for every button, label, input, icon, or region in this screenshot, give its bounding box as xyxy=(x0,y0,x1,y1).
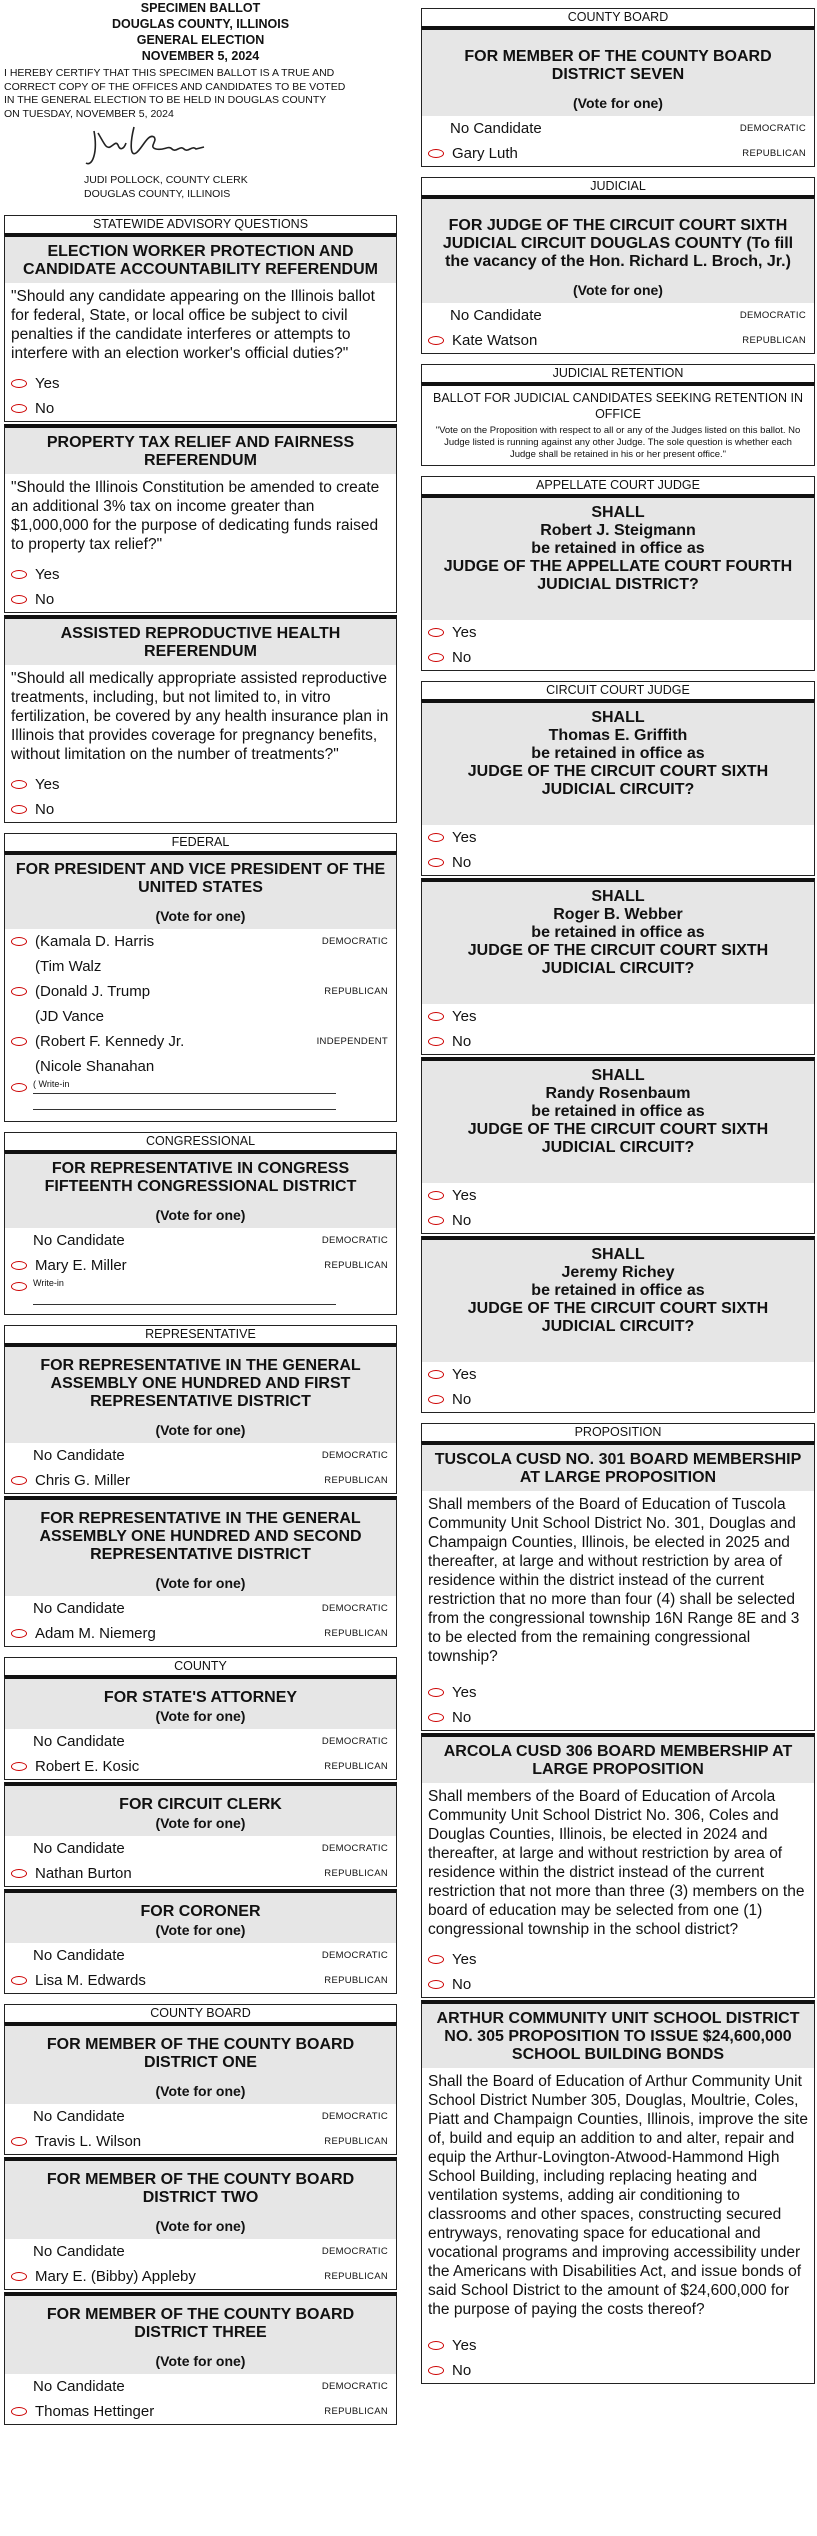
party-label: REPUBLICAN xyxy=(324,2406,388,2417)
no-candidate-row xyxy=(5,2374,396,2399)
vote-oval[interactable] xyxy=(428,1688,444,1697)
party-label: REPUBLICAN xyxy=(742,335,806,346)
retention-phrase: be retained in office as xyxy=(531,1103,705,1120)
contest-title: PROPERTY TAX RELIEF AND FAIRNESS REFERENDUM xyxy=(5,428,396,474)
vote-oval[interactable] xyxy=(428,858,444,867)
proposition-arcola xyxy=(421,1733,815,1998)
party-label: DEMOCRATIC xyxy=(321,1603,388,1614)
signer-name: JUDI POLLOCK, COUNTY CLERK xyxy=(84,174,248,186)
option-label: No Candidate xyxy=(33,1840,125,1857)
signature xyxy=(4,121,397,173)
write-in-label: Write-in xyxy=(33,1278,64,1288)
party-label: INDEPENDENT xyxy=(316,1036,388,1047)
vote-oval[interactable] xyxy=(11,1083,27,1092)
vote-oval[interactable] xyxy=(428,1713,444,1722)
contest-board-district-one xyxy=(4,2022,397,2155)
party-label: REPUBLICAN xyxy=(324,1868,388,1879)
vote-oval[interactable] xyxy=(428,1370,444,1379)
vote-oval[interactable] xyxy=(11,937,27,946)
candidate-name: (Donald J. Trump xyxy=(35,983,151,1000)
retention-question xyxy=(422,703,814,825)
retention-shall: SHALL xyxy=(591,709,645,726)
vote-oval[interactable] xyxy=(11,2137,27,2146)
section-heading-circuit: CIRCUIT COURT JUDGE xyxy=(421,681,815,699)
question-text: Shall members of the Board of Education of Arcola Community Unit School District No. 306, Coles and Douglas Counties, Illinois, be elected in 2024 and thereafter, at large and without restriction by area of residence within the district instead of the current restriction that not more than three (3) members on the board of education may be selected from one (1) congressional township in the school district? xyxy=(428,1788,805,1938)
certification-line: CORRECT COPY OF THE OFFICES AND CANDIDATES TO BE VOTED xyxy=(4,80,346,93)
vote-oval[interactable] xyxy=(11,780,27,789)
contest-title: ARTHUR COMMUNITY UNIT SCHOOL DISTRICT NO. 305 PROPOSITION TO ISSUE $24,600,000 SCHOOL BUILDING BONDS xyxy=(422,2004,814,2068)
vote-oval[interactable] xyxy=(11,1629,27,1638)
contest-title: ELECTION WORKER PROTECTION AND CANDIDATE ACCOUNTABILITY REFERENDUM xyxy=(5,237,396,283)
vote-oval[interactable] xyxy=(428,1980,444,1989)
section-heading-congressional: CONGRESSIONAL xyxy=(4,1132,397,1150)
running-mate-name: (Tim Walz xyxy=(35,958,102,975)
no-candidate-row xyxy=(5,1228,396,1253)
contest-title xyxy=(5,2026,396,2104)
write-in-line[interactable] xyxy=(33,1304,336,1305)
running-mate-name: (JD Vance xyxy=(35,1008,104,1025)
option-label: Yes xyxy=(452,624,477,641)
certification-line: I HEREBY CERTIFY THAT THIS SPECIMEN BALLOT IS A TRUE AND xyxy=(4,67,335,79)
option-label: Yes xyxy=(452,1187,477,1204)
vote-oval[interactable] xyxy=(11,2407,27,2416)
vote-oval[interactable] xyxy=(11,987,27,996)
party-label: DEMOCRATIC xyxy=(321,1450,388,1461)
contest-title xyxy=(5,1500,396,1596)
question-text: Shall members of the Board of Education of Tuscola Community Unit School District No. 301, Douglas and Champaign Counties, Illinois, be elected in 2025 and thereafter, at large and without restriction by area of residence within the district instead of the current restriction that no more than four (4) shall be selected from the congressional township 16N Range 8E and 3 to be elected from the remaining congressional township? xyxy=(428,1496,800,1665)
option-label: No xyxy=(452,1976,472,1993)
no-candidate-row xyxy=(5,2104,396,2129)
option-label: No Candidate xyxy=(33,1232,125,1249)
vote-instruction: (Vote for one) xyxy=(155,908,246,924)
section-heading-federal: FEDERAL xyxy=(4,833,397,851)
contest-title-text: FOR MEMBER OF THE COUNTY BOARD DISTRICT SEVEN xyxy=(464,48,772,83)
candidate-name: Adam M. Niemerg xyxy=(35,1625,156,1642)
vote-oval[interactable] xyxy=(11,379,27,388)
option-no[interactable] xyxy=(422,850,814,875)
retention-phrase: be retained in office as xyxy=(531,745,705,762)
vote-instruction: (Vote for one) xyxy=(155,1708,246,1724)
candidate-name: (Robert F. Kennedy Jr. xyxy=(35,1033,185,1050)
vote-oval[interactable] xyxy=(11,1869,27,1878)
contest-title xyxy=(5,2296,396,2374)
retention-steigmann xyxy=(421,494,815,671)
vote-oval[interactable] xyxy=(11,1282,27,1291)
vote-instruction: (Vote for one) xyxy=(155,2218,246,2234)
party-label: DEMOCRATIC xyxy=(321,1843,388,1854)
contest-president xyxy=(4,851,397,1122)
vote-oval[interactable] xyxy=(11,570,27,579)
option-no[interactable] xyxy=(422,1972,814,1997)
write-in-line[interactable] xyxy=(33,1109,336,1110)
vote-oval[interactable] xyxy=(428,336,444,345)
contest-circuit-clerk xyxy=(4,1782,397,1887)
ballot-header-line: GENERAL ELECTION xyxy=(136,33,265,47)
party-label: REPUBLICAN xyxy=(324,1975,388,1986)
vote-oval[interactable] xyxy=(428,149,444,158)
no-candidate-row xyxy=(5,1729,396,1754)
certification-text xyxy=(4,67,397,121)
candidate-harris-walz[interactable] xyxy=(5,929,396,979)
option-label: No Candidate xyxy=(33,2243,125,2260)
contest-title-text: FOR MEMBER OF THE COUNTY BOARD DISTRICT TWO xyxy=(46,2171,355,2206)
certification-line: IN THE GENERAL ELECTION TO BE HELD IN DOUGLAS COUNTY xyxy=(4,94,327,106)
retention-note: "Vote on the Proposition with respect to all or any of the Judges listed on this ballot. No Judge listed is running against any other Judge. The sole question is whether each Judge shall be retained in his or her present office." xyxy=(435,425,801,460)
candidate-kennedy-shanahan[interactable] xyxy=(5,1029,396,1079)
vote-oval[interactable] xyxy=(428,1037,444,1046)
vote-oval[interactable] xyxy=(428,1395,444,1404)
vote-instruction: (Vote for one) xyxy=(573,282,663,298)
option-label: No xyxy=(452,2362,472,2379)
option-label: No Candidate xyxy=(33,1947,125,1964)
vote-instruction: (Vote for one) xyxy=(155,2083,246,2099)
candidate-name: Nathan Burton xyxy=(35,1865,132,1882)
contest-circuit-judge-vacancy xyxy=(421,195,815,354)
option-label: No xyxy=(452,1212,472,1229)
retention-question xyxy=(422,498,814,620)
judge-name: Robert J. Steigmann xyxy=(540,522,696,539)
write-in-label xyxy=(33,1079,69,1089)
option-label: Yes xyxy=(452,1684,477,1701)
option-label: Yes xyxy=(452,2337,477,2354)
retention-question xyxy=(422,1061,814,1183)
question-text: Shall the Board of Education of Arthur Community Unit School District Number 305, Douglas, Moultrie, Coles, Piatt and Champaign Counties, Illinois, improve the site of, build and equip an addition to and alter, repair and equip the Arthur-Lovington-Atwood-Hammond High School Building, including replacing heating and ventilation systems, adding air conditioning to classrooms and other spaces, constructing secured entryways, renovating space for educational and vocational programs and improving accessibility under the Americans with Disabilities Act, and issue bonds of said School District to the amount of $24,600,000 for the purpose of paying the costs thereof? xyxy=(428,2073,808,2318)
candidate-name: Lisa M. Edwards xyxy=(35,1972,146,1989)
retention-phrase: be retained in office as xyxy=(531,540,705,557)
option-yes[interactable] xyxy=(422,1004,814,1029)
party-label: DEMOCRATIC xyxy=(321,2246,388,2257)
vote-oval[interactable] xyxy=(428,1191,444,1200)
section-heading-county: COUNTY xyxy=(4,1657,397,1675)
vote-instruction: (Vote for one) xyxy=(155,2353,246,2369)
candidate-travis-wilson[interactable] xyxy=(5,2129,396,2154)
contest-coroner xyxy=(4,1889,397,1994)
option-label: No xyxy=(452,1391,472,1408)
party-label: REPUBLICAN xyxy=(324,1628,388,1639)
ballot-header-line: DOUGLAS COUNTY, ILLINOIS xyxy=(111,17,290,31)
contest-board-district-three xyxy=(4,2292,397,2425)
candidate-name: Kate Watson xyxy=(452,332,538,349)
vote-oval[interactable] xyxy=(11,404,27,413)
retention-question xyxy=(422,1240,814,1362)
retention-shall: SHALL xyxy=(591,1246,645,1263)
ballot-header-line: NOVEMBER 5, 2024 xyxy=(141,49,260,63)
contest-title xyxy=(422,199,814,303)
candidate-name: Gary Luth xyxy=(452,145,518,162)
option-label: No Candidate xyxy=(450,120,542,137)
candidate-nathan-burton[interactable] xyxy=(5,1861,396,1886)
contest-title: TUSCOLA CUSD NO. 301 BOARD MEMBERSHIP AT LARGE PROPOSITION xyxy=(422,1445,814,1491)
party-label: REPUBLICAN xyxy=(324,2136,388,2147)
no-candidate-row xyxy=(5,1836,396,1861)
judge-name: Randy Rosenbaum xyxy=(545,1085,691,1102)
candidate-name: Robert E. Kosic xyxy=(35,1758,140,1775)
candidate-name: (Kamala D. Harris xyxy=(35,933,155,950)
section-heading-judicial: JUDICIAL xyxy=(421,177,815,195)
judge-office: JUDGE OF THE APPELLATE COURT FOURTH JUDICIAL DISTRICT? xyxy=(443,558,793,593)
option-no[interactable] xyxy=(5,797,396,822)
contest-board-district-seven xyxy=(421,26,815,167)
contest-title xyxy=(5,2161,396,2239)
vote-oval[interactable] xyxy=(11,1476,27,1485)
option-yes[interactable] xyxy=(422,1183,814,1208)
vote-instruction: (Vote for one) xyxy=(155,1815,246,1831)
option-label: Yes xyxy=(452,829,477,846)
judge-name: Roger B. Webber xyxy=(553,906,683,923)
vote-oval[interactable] xyxy=(428,653,444,662)
candidate-chris-miller[interactable] xyxy=(5,1468,396,1493)
option-no[interactable] xyxy=(422,1387,814,1412)
vote-instruction: (Vote for one) xyxy=(155,1922,246,1938)
candidate-name: Mary E. (Bibby) Appleby xyxy=(35,2268,196,2285)
section-heading-appellate: APPELLATE COURT JUDGE xyxy=(421,476,815,494)
contest-rep-101 xyxy=(4,1343,397,1494)
contest-title: ARCOLA CUSD 306 BOARD MEMBERSHIP AT LARGE PROPOSITION xyxy=(422,1737,814,1783)
right-column xyxy=(421,0,815,2384)
candidate-lisa-edwards[interactable] xyxy=(5,1968,396,1993)
option-label: No xyxy=(452,649,472,666)
party-label: DEMOCRATIC xyxy=(321,2111,388,2122)
judge-office: JUDGE OF THE CIRCUIT COURT SIXTH JUDICIAL CIRCUIT? xyxy=(467,1121,769,1156)
option-label: No Candidate xyxy=(33,1733,125,1750)
retention-richey xyxy=(421,1236,815,1413)
vote-oval[interactable] xyxy=(428,628,444,637)
write-in-paren: ( xyxy=(33,1079,36,1089)
option-yes[interactable] xyxy=(5,772,396,797)
retention-phrase: be retained in office as xyxy=(531,924,705,941)
running-mate-name: (Nicole Shanahan xyxy=(35,1058,155,1075)
option-label: No Candidate xyxy=(33,2108,125,2125)
contest-title: ASSISTED REPRODUCTIVE HEALTH REFERENDUM xyxy=(5,619,396,665)
party-label: DEMOCRATIC xyxy=(739,123,806,134)
contest-title-text: FOR PRESIDENT AND VICE PRESIDENT OF THE UNITED STATES xyxy=(15,861,386,896)
proposition-arthur xyxy=(421,2000,815,2384)
contest-states-attorney xyxy=(4,1675,397,1780)
option-label: No xyxy=(35,591,55,608)
option-yes[interactable] xyxy=(422,2333,814,2358)
no-candidate-row xyxy=(422,116,814,141)
contest-title xyxy=(422,30,814,116)
option-label: No xyxy=(35,801,55,818)
candidate-thomas-hettinger[interactable] xyxy=(5,2399,396,2424)
vote-oval[interactable] xyxy=(428,833,444,842)
retention-rosenbaum xyxy=(421,1057,815,1234)
option-label: Yes xyxy=(35,776,60,793)
option-label: No xyxy=(452,1033,472,1050)
no-candidate-row xyxy=(422,303,814,328)
party-label: DEMOCRATIC xyxy=(321,1736,388,1747)
candidate-robert-kosic[interactable] xyxy=(5,1754,396,1779)
left-column xyxy=(4,0,397,2425)
party-label: REPUBLICAN xyxy=(324,1475,388,1486)
retention-phrase: be retained in office as xyxy=(531,1282,705,1299)
contest-title-text: FOR REPRESENTATIVE IN CONGRESS FIFTEENTH CONGRESSIONAL DISTRICT xyxy=(44,1160,357,1195)
vote-instruction: (Vote for one) xyxy=(155,1207,246,1223)
retention-ballot-title: BALLOT FOR JUDICIAL CANDIDATES SEEKING RETENTION IN OFFICE xyxy=(433,391,803,421)
write-in-option[interactable] xyxy=(5,1278,396,1314)
vote-oval[interactable] xyxy=(11,595,27,604)
option-no[interactable] xyxy=(422,1029,814,1054)
contest-title-text: FOR CIRCUIT CLERK xyxy=(119,1796,282,1813)
party-label: DEMOCRATIC xyxy=(321,936,388,947)
judge-office: JUDGE OF THE CIRCUIT COURT SIXTH JUDICIAL CIRCUIT? xyxy=(467,763,769,798)
contest-title xyxy=(5,1347,396,1443)
retention-instructions-text xyxy=(422,386,814,465)
question-text: "Should any candidate appearing on the Illinois ballot for federal, State, or local office be subject to civil penalties if the candidate interferes or attempts to interfere with an election worker's official duties?" xyxy=(11,288,375,362)
vote-oval[interactable] xyxy=(11,1261,27,1270)
judge-name: Thomas E. Griffith xyxy=(548,727,688,744)
section-heading-representative: REPRESENTATIVE xyxy=(4,1325,397,1343)
option-label: Yes xyxy=(452,1008,477,1025)
option-label: Yes xyxy=(452,1366,477,1383)
write-in-text: Write-in xyxy=(38,1079,70,1089)
contest-title-text: FOR JUDGE OF THE CIRCUIT COURT SIXTH JUDICIAL CIRCUIT DOUGLAS COUNTY (To fill the vacancy of the Hon. Richard L. Broch, Jr.) xyxy=(442,217,794,270)
contest-title-text: FOR STATE'S ATTORNEY xyxy=(103,1689,298,1706)
party-label: DEMOCRATIC xyxy=(321,1235,388,1246)
write-in-option[interactable] xyxy=(5,1079,396,1121)
section-heading-judicial-retention: JUDICIAL RETENTION xyxy=(421,364,815,382)
contest-board-district-two xyxy=(4,2157,397,2290)
retention-webber xyxy=(421,878,815,1055)
candidate-name: Thomas Hettinger xyxy=(35,2403,155,2420)
vote-oval[interactable] xyxy=(11,1762,27,1771)
section-heading-county-board: COUNTY BOARD xyxy=(4,2004,397,2022)
vote-oval[interactable] xyxy=(428,1216,444,1225)
candidate-adam-niemerg[interactable] xyxy=(5,1621,396,1646)
judge-office: JUDGE OF THE CIRCUIT COURT SIXTH JUDICIAL CIRCUIT? xyxy=(467,1300,769,1335)
vote-oval[interactable] xyxy=(428,2366,444,2375)
option-label: No xyxy=(35,400,55,417)
option-yes[interactable] xyxy=(422,825,814,850)
option-label: Yes xyxy=(452,1951,477,1968)
vote-oval[interactable] xyxy=(428,1012,444,1021)
option-no[interactable] xyxy=(422,645,814,670)
party-label: REPUBLICAN xyxy=(324,2271,388,2282)
contest-title-text: FOR CORONER xyxy=(140,1903,261,1920)
no-candidate-row xyxy=(5,1596,396,1621)
contest-reproductive-health-referendum xyxy=(4,615,397,823)
party-label: DEMOCRATIC xyxy=(321,2381,388,2392)
option-label: No xyxy=(452,1709,472,1726)
contest-title-text: FOR MEMBER OF THE COUNTY BOARD DISTRICT ONE xyxy=(46,2036,355,2071)
option-label: Yes xyxy=(35,375,60,392)
option-yes[interactable] xyxy=(422,620,814,645)
retention-question xyxy=(422,882,814,1004)
party-label: REPUBLICAN xyxy=(324,1260,388,1271)
contest-title xyxy=(5,1679,396,1729)
candidate-name: Mary E. Miller xyxy=(35,1257,127,1274)
party-label: DEMOCRATIC xyxy=(739,310,806,321)
candidate-kate-watson[interactable] xyxy=(422,328,814,353)
retention-shall: SHALL xyxy=(591,504,645,521)
vote-oval[interactable] xyxy=(11,805,27,814)
option-yes[interactable] xyxy=(5,371,396,396)
option-label: No Candidate xyxy=(33,1600,125,1617)
option-no[interactable] xyxy=(422,1705,814,1730)
party-label: REPUBLICAN xyxy=(742,148,806,159)
option-label: No Candidate xyxy=(450,307,542,324)
no-candidate-row xyxy=(5,2239,396,2264)
certification-line: ON TUESDAY, NOVEMBER 5, 2024 xyxy=(4,107,174,120)
section-heading-county-board: COUNTY BOARD xyxy=(421,8,815,26)
candidate-mary-miller[interactable] xyxy=(5,1253,396,1278)
contest-title-text: FOR REPRESENTATIVE IN THE GENERAL ASSEMBLY ONE HUNDRED AND SECOND REPRESENTATIVE DISTRICT xyxy=(39,1510,362,1563)
no-candidate-row xyxy=(5,1443,396,1468)
question-text: "Should the Illinois Constitution be amended to create an additional 3% tax on income greater than $1,000,000 for the purpose of dedicating funds raised to property tax relief?" xyxy=(11,479,380,553)
candidate-gary-luth[interactable] xyxy=(422,141,814,166)
write-in-line[interactable] xyxy=(33,1093,336,1094)
option-no[interactable] xyxy=(5,396,396,421)
contest-title xyxy=(5,1893,396,1943)
option-label: No xyxy=(452,854,472,871)
vote-oval[interactable] xyxy=(428,2341,444,2350)
vote-instruction: (Vote for one) xyxy=(155,1422,246,1438)
ballot-header-line: SPECIMEN BALLOT xyxy=(140,1,261,15)
no-candidate-row xyxy=(5,1943,396,1968)
retention-instructions xyxy=(421,382,815,466)
candidate-mary-appleby[interactable] xyxy=(5,2264,396,2289)
option-yes[interactable] xyxy=(422,1947,814,1972)
vote-oval[interactable] xyxy=(11,1037,27,1046)
option-yes[interactable] xyxy=(5,562,396,587)
vote-oval[interactable] xyxy=(11,1976,27,1985)
vote-oval[interactable] xyxy=(11,2272,27,2281)
contest-title xyxy=(5,855,396,929)
section-heading-statewide: STATEWIDE ADVISORY QUESTIONS xyxy=(4,215,397,233)
candidate-name: Chris G. Miller xyxy=(35,1472,131,1489)
vote-instruction: (Vote for one) xyxy=(573,95,663,111)
option-label: No Candidate xyxy=(33,1447,125,1464)
option-no[interactable] xyxy=(422,1208,814,1233)
judge-name: Jeremy Richey xyxy=(561,1264,675,1281)
certification-block xyxy=(4,0,397,201)
party-label: DEMOCRATIC xyxy=(321,1950,388,1961)
question-text: "Should all medically appropriate assisted reproductive treatments, including, but not limited to, in vitro fertilization, be covered by any health insurance plan in Illinois that provides coverage for pregnancy benefits, without limitation on the number of treatments?" xyxy=(11,670,389,763)
option-yes[interactable] xyxy=(422,1362,814,1387)
contest-title xyxy=(5,1786,396,1836)
option-label: Yes xyxy=(35,566,60,583)
retention-shall: SHALL xyxy=(591,1067,645,1084)
contest-title xyxy=(5,1154,396,1228)
vote-instruction: (Vote for one) xyxy=(155,1575,246,1591)
option-yes[interactable] xyxy=(422,1680,814,1705)
candidate-name: Travis L. Wilson xyxy=(35,2133,142,2150)
proposition-tuscola xyxy=(421,1441,815,1731)
contest-rep-102 xyxy=(4,1496,397,1647)
contest-title-text: FOR MEMBER OF THE COUNTY BOARD DISTRICT THREE xyxy=(46,2306,355,2341)
party-label: REPUBLICAN xyxy=(324,986,388,997)
party-label: REPUBLICAN xyxy=(324,1761,388,1772)
retention-shall: SHALL xyxy=(591,888,645,905)
signer-county: DOUGLAS COUNTY, ILLINOIS xyxy=(84,188,231,200)
option-no[interactable] xyxy=(422,2358,814,2383)
contest-title-text: FOR REPRESENTATIVE IN THE GENERAL ASSEMBLY ONE HUNDRED AND FIRST REPRESENTATIVE DISTRICT xyxy=(40,1357,361,1410)
option-no[interactable] xyxy=(5,587,396,612)
retention-griffith xyxy=(421,699,815,876)
section-heading-proposition: PROPOSITION xyxy=(421,1423,815,1441)
judge-office: JUDGE OF THE CIRCUIT COURT SIXTH JUDICIAL CIRCUIT? xyxy=(467,942,769,977)
vote-oval[interactable] xyxy=(428,1955,444,1964)
contest-property-tax-referendum xyxy=(4,424,397,613)
contest-congress xyxy=(4,1150,397,1315)
contest-election-worker-referendum xyxy=(4,233,397,422)
option-label: No Candidate xyxy=(33,2378,125,2395)
candidate-trump-vance[interactable] xyxy=(5,979,396,1029)
